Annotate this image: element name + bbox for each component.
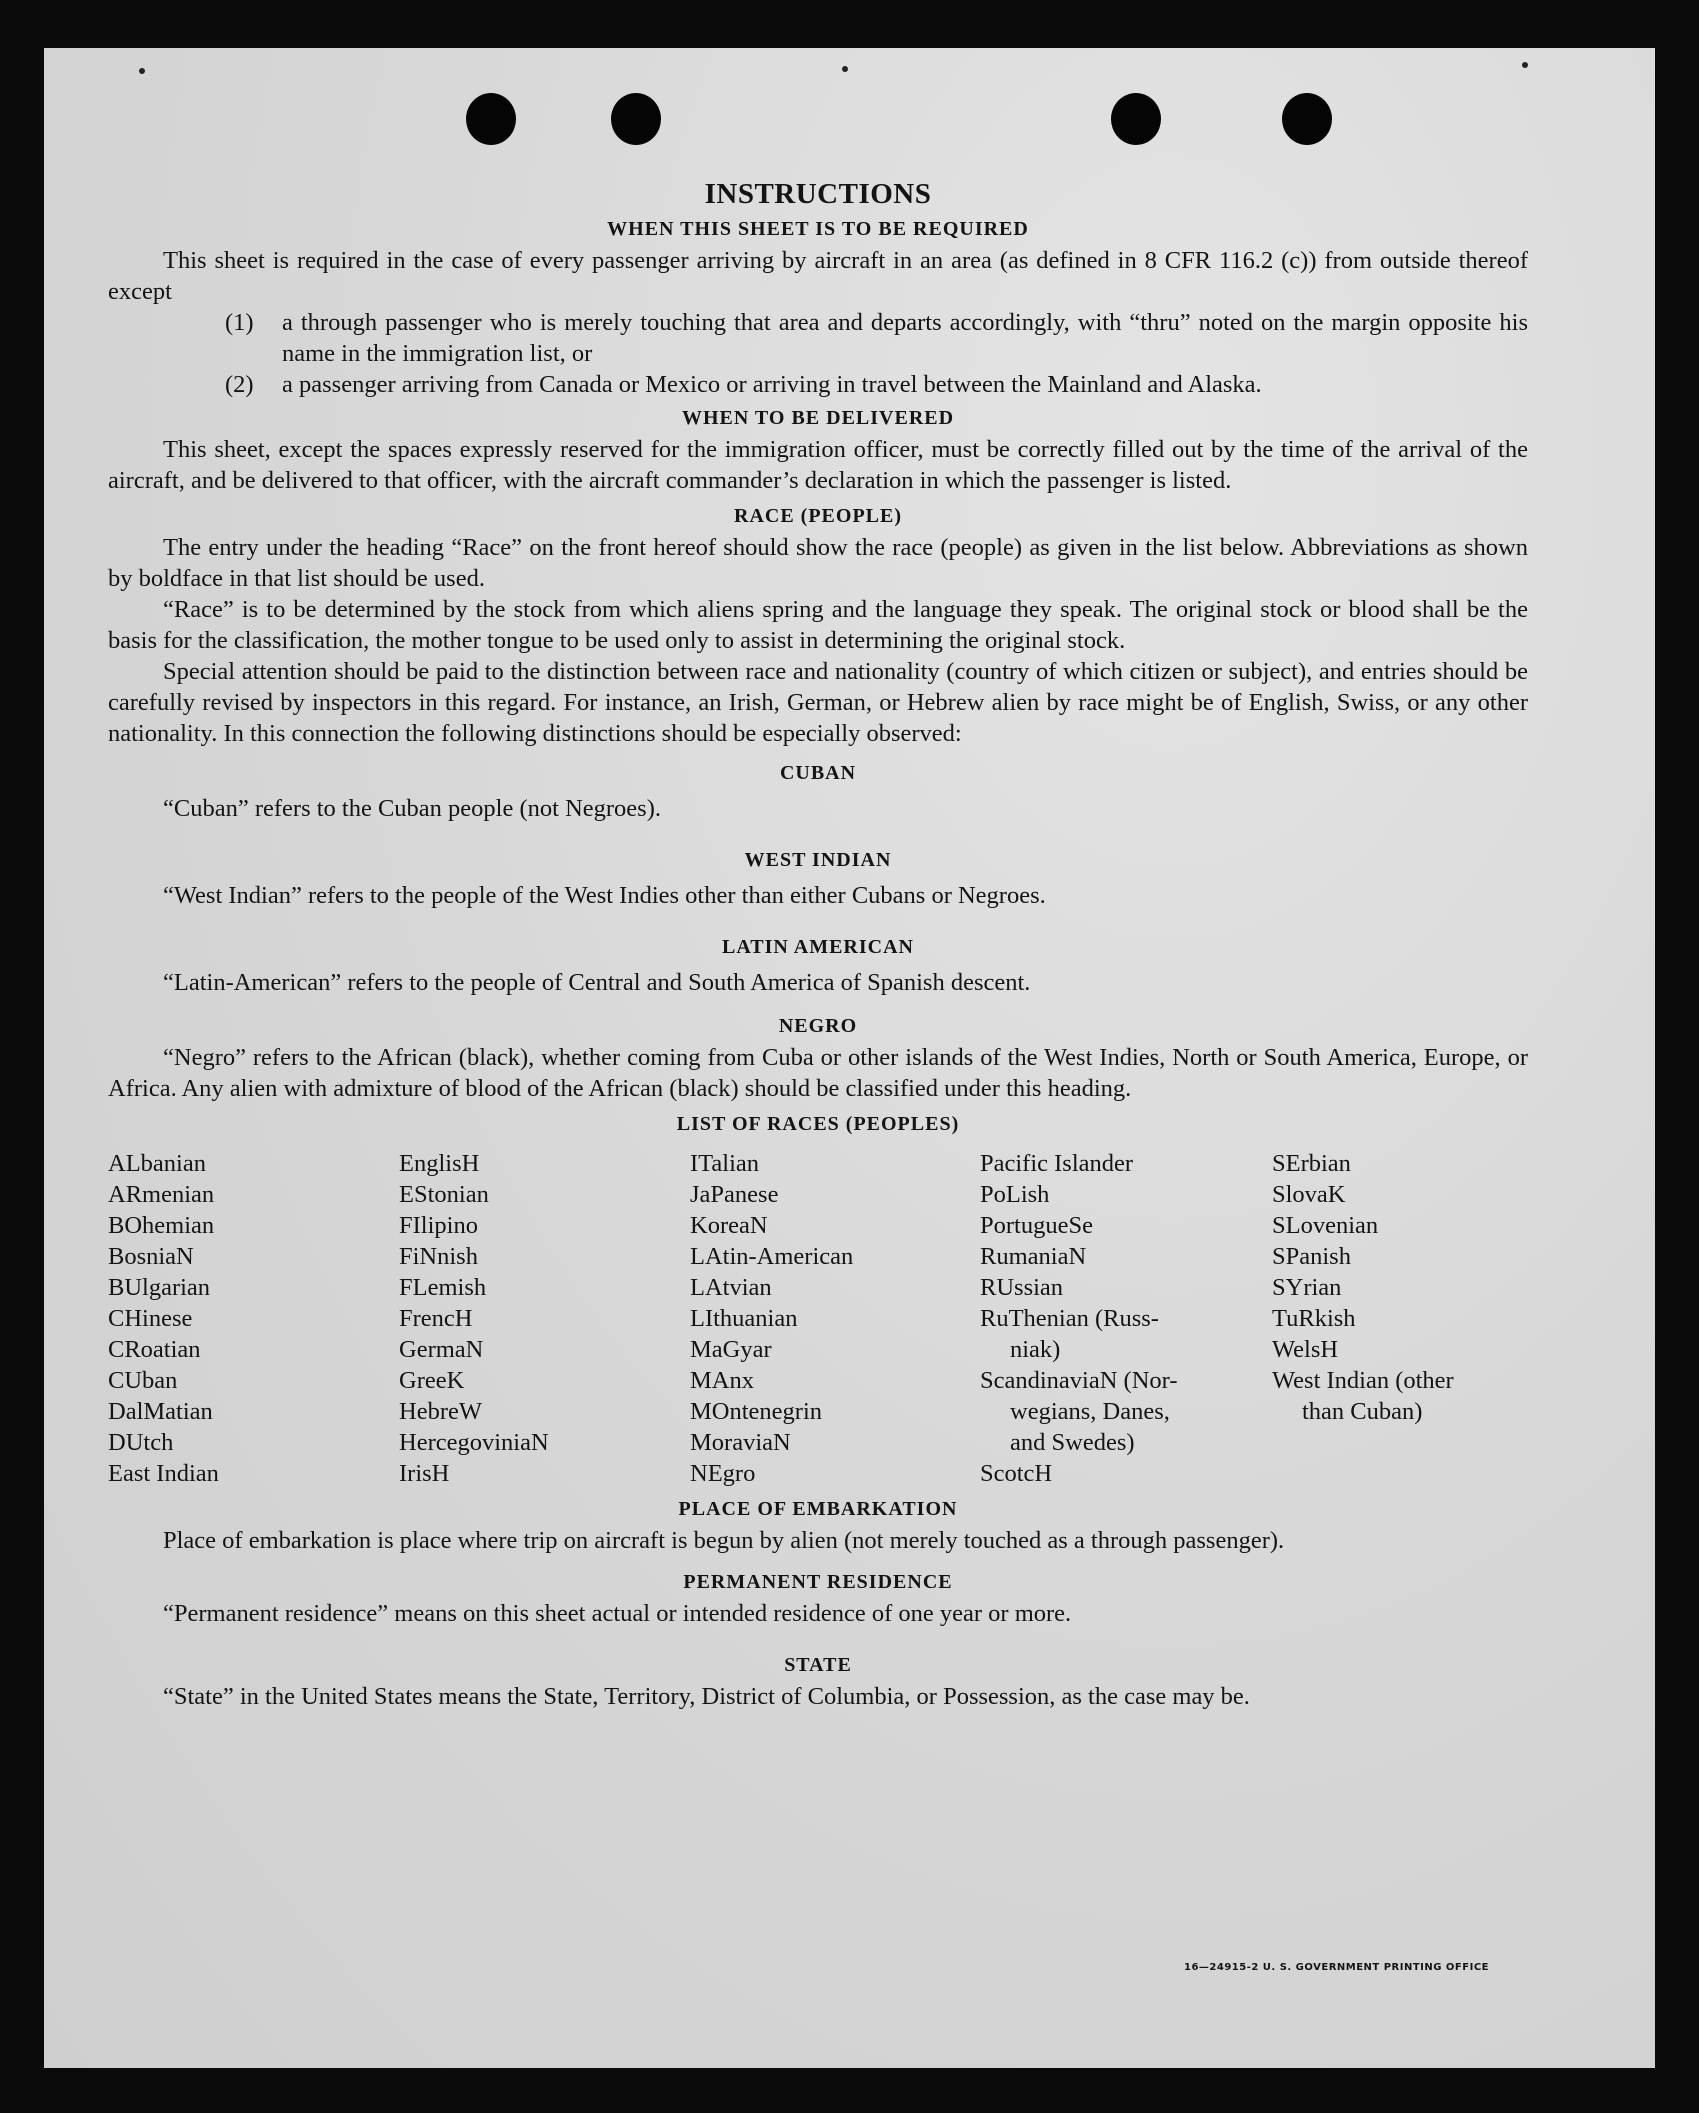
race-item: SlovaK [1272, 1181, 1346, 1208]
punch-hole [611, 93, 661, 145]
race-item: MAnx [690, 1367, 754, 1394]
race-item-continued: niak) [1010, 1336, 1061, 1363]
paragraph: Special attention should be paid to the distinction between race and nationality (country of which citizen or subject), and entries should be carefully revised by inspectors in this regard. For instance, an Irish, German, or Hebrew alien by race might be of English, Swiss, or any other nationality. In this connection the following distinctions should be especially observed: [108, 658, 1528, 747]
race-item: LAtin-American [690, 1243, 854, 1270]
section-heading: LATIN AMERICAN [722, 936, 914, 958]
paragraph: Place of embarkation is place where trip on aircraft is begun by alien (not merely touched as a through passenger). [163, 1527, 1285, 1554]
race-item: HercegoviniaN [399, 1429, 549, 1456]
race-item: West Indian (other [1272, 1367, 1454, 1394]
speck [139, 68, 145, 74]
race-item: SYrian [1272, 1274, 1342, 1301]
race-item: MaGyar [690, 1336, 772, 1363]
race-item: BOhemian [108, 1212, 215, 1239]
race-item: WelsH [1272, 1336, 1339, 1363]
race-item: IrisH [399, 1460, 450, 1487]
race-item: East Indian [108, 1460, 219, 1487]
race-item: SPanish [1272, 1243, 1351, 1270]
item-number: (2) [225, 371, 254, 398]
race-item: BosniaN [108, 1243, 194, 1270]
race-item: MOntenegrin [690, 1398, 822, 1425]
race-item: RuThenian (Russ- [980, 1305, 1159, 1332]
paragraph: “Permanent residence” means on this sheet actual or intended residence of one year or more. [163, 1600, 1072, 1627]
race-item: Pacific Islander [980, 1150, 1134, 1177]
section-heading: STATE [784, 1654, 852, 1676]
paragraph: This sheet is required in the case of every passenger arriving by aircraft in an area (as defined in 8 CFR 116.2 (c)) from outside thereof except [108, 247, 1528, 305]
race-item: ARmenian [108, 1181, 215, 1208]
item-number: (1) [225, 309, 254, 336]
race-item: ALbanian [108, 1150, 206, 1177]
race-item: FLemish [399, 1274, 487, 1301]
race-item: PoLish [980, 1181, 1050, 1208]
race-item: ScandinaviaN (Nor- [980, 1367, 1178, 1394]
paragraph: “West Indian” refers to the people of the West Indies other than either Cubans or Negroes. [163, 882, 1046, 909]
race-item: FrencH [399, 1305, 473, 1332]
page-title: INSTRUCTIONS [704, 178, 932, 210]
race-item: RumaniaN [980, 1243, 1087, 1270]
race-column [108, 1148, 399, 1489]
instructions-content [108, 178, 1528, 1712]
punch-hole [466, 93, 516, 145]
printer-imprint: 16—24915-2 U. S. GOVERNMENT PRINTING OFFICE [1184, 1962, 1489, 1973]
paragraph: This sheet, except the spaces expressly reserved for the immigration officer, must be correctly filled out by the time of the arrival of the aircraft, and be delivered to that officer, with the aircraft commander’s declaration in which the passenger is listed. [108, 436, 1528, 494]
race-item: CHinese [108, 1305, 193, 1332]
item-text: a passenger arriving from Canada or Mexico or arriving in travel between the Mainland and Alaska. [282, 371, 1262, 398]
race-item: GreeK [399, 1367, 465, 1394]
section-heading: RACE (PEOPLE) [734, 505, 902, 527]
paragraph: “Cuban” refers to the Cuban people (not Negroes). [163, 795, 661, 822]
paragraph: The entry under the heading “Race” on the front hereof should show the race (people) as given in the list below. Abbreviations as shown by boldface in that list should be used. [108, 534, 1528, 592]
race-column [690, 1148, 980, 1489]
race-column [980, 1148, 1272, 1489]
race-item: SLovenian [1272, 1212, 1379, 1239]
race-item: FiNnish [399, 1243, 478, 1270]
section-heading: WHEN THIS SHEET IS TO BE REQUIRED [607, 218, 1029, 240]
race-item: HebreW [399, 1398, 482, 1425]
race-item: BUlgarian [108, 1274, 211, 1301]
punch-hole [1111, 93, 1161, 145]
race-item: NEgro [690, 1460, 756, 1487]
race-list [108, 1148, 1528, 1489]
race-item-continued: wegians, Danes, [1010, 1398, 1170, 1425]
race-item: CUban [108, 1367, 178, 1394]
section-heading: PLACE OF EMBARKATION [678, 1498, 958, 1520]
section-heading: PERMANENT RESIDENCE [683, 1571, 953, 1593]
race-item: LAtvian [690, 1274, 772, 1301]
race-item: EnglisH [399, 1150, 480, 1177]
race-column [399, 1148, 690, 1489]
speck [1522, 62, 1528, 68]
race-item-continued: and Swedes) [1010, 1429, 1135, 1456]
paragraph: “Latin-American” refers to the people of Central and South America of Spanish descent. [163, 969, 1031, 996]
race-item: DUtch [108, 1429, 174, 1456]
race-item: MoraviaN [690, 1429, 791, 1456]
race-item: SErbian [1272, 1150, 1351, 1177]
race-item: RUssian [980, 1274, 1064, 1301]
race-item: GermaN [399, 1336, 484, 1363]
punch-hole [1282, 93, 1332, 145]
race-item: FIlipino [399, 1212, 478, 1239]
speck [842, 66, 848, 72]
race-item: JaPanese [690, 1181, 779, 1208]
section-heading: WEST INDIAN [744, 849, 892, 871]
list-item [108, 307, 1528, 369]
race-item: LIthuanian [690, 1305, 798, 1332]
race-item: CRoatian [108, 1336, 201, 1363]
section-heading: WHEN TO BE DELIVERED [681, 407, 955, 429]
race-column [1272, 1148, 1528, 1489]
race-item: DalMatian [108, 1398, 213, 1425]
item-text: a through passenger who is merely touching that area and departs accordingly, with “thru” noted on the margin opposite his name in the immigration list, or [282, 309, 1528, 367]
race-item: KoreaN [690, 1212, 768, 1239]
race-item: TuRkish [1272, 1305, 1356, 1332]
section-heading: LIST OF RACES (PEOPLES) [676, 1113, 960, 1135]
race-item: PortugueSe [980, 1212, 1093, 1239]
paragraph: “Race” is to be determined by the stock from which aliens spring and the language they speak. The original stock or blood shall be the basis for the classification, the mother tongue to be used only to assist in determining the original stock. [108, 596, 1528, 654]
race-item: ScotcH [980, 1460, 1053, 1487]
section-heading: CUBAN [779, 762, 857, 784]
paragraph: “Negro” refers to the African (black), whether coming from Cuba or other islands of the West Indies, North or South America, Europe, or Africa. Any alien with admixture of blood of the African (black) should be classified under this heading. [108, 1044, 1528, 1102]
section-heading: NEGRO [778, 1015, 858, 1037]
race-item: EStonian [399, 1181, 489, 1208]
race-item: ITalian [690, 1150, 760, 1177]
paragraph: “State” in the United States means the State, Territory, District of Columbia, or Possession, as the case may be. [163, 1683, 1250, 1710]
document-page [44, 48, 1655, 2068]
list-item [108, 369, 1528, 400]
race-item-continued: than Cuban) [1302, 1398, 1423, 1425]
